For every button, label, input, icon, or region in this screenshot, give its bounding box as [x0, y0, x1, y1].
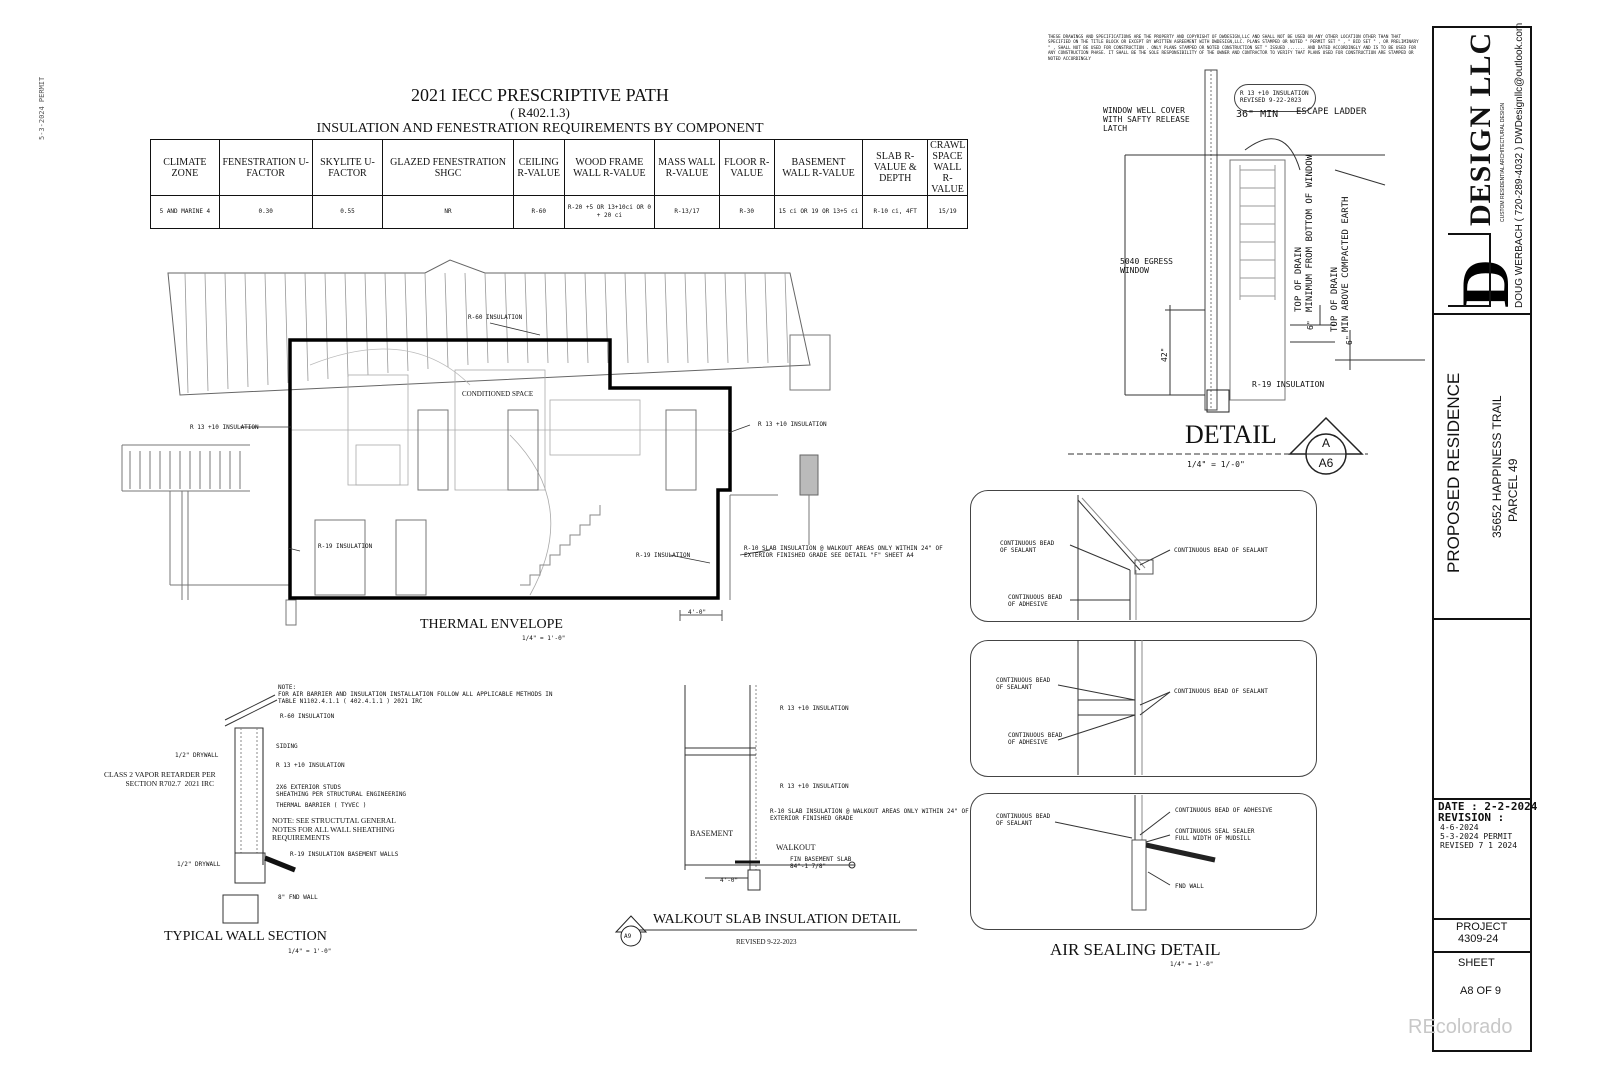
table-cell: 5 AND MARINE 4 — [151, 196, 220, 229]
table-header-cell: MASS WALL R-VALUE — [655, 140, 720, 196]
p2-adhesive: CONTINUOUS BEAD OF ADHESIVE — [1008, 732, 1063, 746]
date-label: DATE : 2-2-2024 — [1438, 800, 1538, 813]
table-header-row — [151, 140, 968, 196]
sheet-number: A8 OF 9 — [1460, 985, 1501, 997]
revision-1: 4-6-2024 — [1440, 823, 1479, 832]
revision-2: 5-3-2024 PERMIT — [1440, 832, 1513, 841]
wall-structural-note: NOTE: SEE STRUCTUTAL GENERAL NOTES FOR ALL WALL SHEATHING REQUIREMENTS — [272, 816, 396, 842]
chimney — [790, 335, 830, 390]
escape-ladder-label: ESCAPE LADDER — [1296, 107, 1367, 117]
thermal-slab-note: R-10 SLAB INSULATION @ WALKOUT AREAS ONLY WITHIN 24" OF EXTERIOR FINISHED GRADE SEE DETAIL "F" SHEET A4 — [744, 545, 943, 559]
p2-sealant-right: CONTINUOUS BEAD OF SEALANT — [1174, 688, 1268, 695]
walkout-r13a: R 13 +10 INSULATION — [780, 705, 849, 712]
table-header-cell: CLIMATE ZONE — [151, 140, 220, 196]
table-cell: 15/19 — [928, 196, 968, 229]
walkout-walkout-label: WALKOUT — [776, 843, 816, 852]
wall-drywall-bottom: 1/2" DRYWALL — [177, 861, 221, 868]
table-cell: R-20 +5 OR 13+10ci OR 0 + 20 ci — [564, 196, 654, 229]
table-cell: R-60 — [513, 196, 564, 229]
table-cell: R-30 — [719, 196, 774, 229]
p3-adhesive-right: CONTINUOUS BEAD OF ADHESIVE — [1175, 807, 1273, 814]
table-cell: NR — [383, 196, 513, 229]
dwdesign-logo — [1440, 230, 1523, 310]
air-sealing-scale: 1/4" = 1'-0" — [1170, 961, 1214, 968]
min-36-label: 36" MIN — [1236, 109, 1279, 120]
table-header-cell: FENESTRATION U-FACTOR — [219, 140, 312, 196]
detail-r19-label: R-19 INSULATION — [1252, 380, 1325, 389]
roof-outline — [168, 260, 810, 395]
p1-sealant-right: CONTINUOUS BEAD OF SEALANT — [1174, 547, 1268, 554]
table-header-cell: WOOD FRAME WALL R-VALUE — [564, 140, 654, 196]
walkout-title: WALKOUT SLAB INSULATION DETAIL — [653, 912, 901, 927]
table-header-cell: CEILING R-VALUE — [513, 140, 564, 196]
window-well-label: WINDOW WELL COVER WITH SAFTY RELEASE LATCH — [1103, 106, 1190, 133]
table-header-cell: BASEMENT WALL R-VALUE — [774, 140, 863, 196]
detail-scale: 1/4" = 1/-0" — [1187, 460, 1245, 469]
sheet-label: SHEET — [1458, 957, 1495, 969]
svg-text:D: D — [1447, 258, 1523, 308]
iecc-title: 2021 IECC PRESCRIPTIVE PATH — [411, 85, 669, 105]
walkout-fin-slab: FIN BASEMENT SLAB 84"-1 7/8" — [790, 856, 852, 870]
project-number: 4309-24 — [1458, 933, 1499, 945]
walkout-bubble-label: A9 — [624, 933, 632, 940]
wall-r19-label: R-19 INSULATION BASEMENT WALLS — [290, 851, 399, 858]
walkout-slab-note: R-10 SLAB INSULATION @ WALKOUT AREAS ONLY WITHIN 24" OF EXTERIOR FINISHED GRADE — [770, 808, 969, 822]
thermal-label-r13-left: R 13 +10 INSULATION — [190, 424, 259, 431]
thermal-envelope-scale: 1/4" = 1'-0" — [522, 635, 566, 642]
wall-section-title: TYPICAL WALL SECTION — [164, 929, 327, 944]
project-label: PROJECT — [1456, 921, 1508, 933]
table-cell: 15 ci OR 19 OR 13+5 ci — [774, 196, 863, 229]
walkout-basement-label: BASEMENT — [690, 829, 734, 838]
wall-thermal-barrier: THERMAL BARRIER ( TYVEC ) — [276, 802, 367, 809]
p2-sealant-left: CONTINUOUS BEAD OF SEALANT — [996, 677, 1051, 691]
egress-window-label: 5040 EGRESS WINDOW — [1120, 257, 1173, 275]
recolorado-watermark: REcolorado — [1408, 1016, 1513, 1038]
air-sealing-title: AIR SEALING DETAIL — [1050, 940, 1221, 959]
revision-label: REVISION : — [1438, 811, 1505, 824]
table-cell: R-10 ci, 4FT — [863, 196, 928, 229]
table-header-cell: SKYLITE U-FACTOR — [312, 140, 383, 196]
p3-sill-sealer: CONTINUOUS SEAL SEALER FULL WIDTH OF MUDSILL — [1175, 828, 1255, 842]
wall-r60-label: R-60 INSULATION — [280, 713, 335, 720]
revision-3: REVISED 7 1 2024 — [1440, 841, 1518, 850]
detail-bubble-bottom: A6 — [1318, 456, 1334, 470]
iecc-reference: ( R402.1.3) — [510, 105, 570, 120]
thermal-label-r60: R-60 INSULATION — [468, 314, 523, 321]
wall-section-scale: 1/4" = 1'-0" — [288, 948, 332, 955]
conditioned-space-label: CONDITIONED SPACE — [462, 390, 534, 398]
deck — [122, 445, 296, 625]
table-cell: R-13/17 — [655, 196, 720, 229]
thermal-dimension: 4'-0" — [688, 609, 707, 616]
iecc-subtitle: INSULATION AND FENESTRATION REQUIREMENTS BY COMPONENT — [316, 121, 764, 136]
stone-column — [800, 455, 818, 495]
iecc-requirements-table — [150, 139, 968, 229]
p1-sealant-left: CONTINUOUS BEAD OF SEALANT — [1000, 540, 1055, 554]
thermal-label-r19-left: R-19 INSULATION — [318, 543, 373, 550]
wall-vapor-label: CLASS 2 VAPOR RETARDER PER SECTION R702.7 2021 IRC — [104, 770, 216, 788]
thermal-envelope-drawing — [110, 255, 850, 640]
thermal-label-r19-right: R-19 INSULATION — [636, 552, 691, 559]
revision-cloud-text: R 13 +10 INSULATION REVISED 9-22-2023 — [1240, 90, 1309, 104]
table-cell: 0.30 — [219, 196, 312, 229]
p1-adhesive: CONTINUOUS BEAD OF ADHESIVE — [1008, 594, 1063, 608]
wall-r13-label: R 13 +10 INSULATION — [276, 762, 345, 769]
table-header-cell: FLOOR R-VALUE — [719, 140, 774, 196]
stairs — [520, 505, 600, 585]
doors — [315, 410, 696, 595]
air-sealing-drawings — [970, 490, 1315, 930]
wall-studs-label: 2X6 EXTERIOR STUDS SHEATHING PER STRUCTURAL ENGINEERING — [276, 784, 407, 798]
roof-seams — [185, 273, 788, 393]
thermal-envelope-title: THERMAL ENVELOPE — [420, 617, 563, 632]
table-cell: 0.55 — [312, 196, 383, 229]
walkout-revised: REVISED 9-22-2023 — [736, 938, 797, 946]
table-header-cell: SLAB R-VALUE & DEPTH — [863, 140, 928, 196]
wall-drywall-top: 1/2" DRYWALL — [175, 752, 219, 759]
thermal-label-r13-right: R 13 +10 INSULATION — [758, 421, 827, 428]
detail-bubble-top: A — [1321, 436, 1330, 450]
p3-sealant-left: CONTINUOUS BEAD OF SEALANT — [996, 813, 1051, 827]
wall-siding-label: SIDING — [276, 743, 298, 750]
p3-fnd-wall: FND WALL — [1175, 883, 1204, 890]
wall-note: NOTE: FOR AIR BARRIER AND INSULATION INSTALLATION FOLLOW ALL APPLICABLE METHODS IN TABLE N1102.4.1.1 ( 402.4.1.1 ) 2021 IRC — [278, 684, 553, 705]
walkout-r13b: R 13 +10 INSULATION — [780, 783, 849, 790]
table-row — [151, 196, 968, 229]
disclaimer-text: THESE DRAWINGS AND SPECIFICATIONS ARE THE PROPERTY AND COPYRIGHT OF DWDESIGN,LLC AND SHALL NOT BE USED ON ANY OTHER LOCATION OTHER THAN THAT SPECIFIED ON THE TITLE BLOCK OR EXCEPT BY WRITTEN AGREEMENT WITH DWDESIGN,LLC. PLANS STAMPED OR NOTED " PERMIT SET " , " BID SET " , OR PRELIMINARY " , SHALL NOT BE USED FOR CONSTRUCTION . ONLY PLANS STAMPED OR NOTED CONSTRUCTION SET " ISSUED ....... AND DATED ACCORDINGLY AND IS TO BE USED FOR ANY CONSTRUCTION PHASE. IT SHALL BE THE SOLE RESPONSIBILITY OF THE OWNER AND CONTRACTOR TO VERIFY THAT PLANS USED FOR CONSTRUCTION ARE STAMPED OR NOTED ACCORDINGLY — [1048, 34, 1419, 61]
detail-title: DETAIL — [1185, 420, 1277, 449]
wall-fnd-label: 8" FND WALL — [278, 894, 318, 901]
table-header-cell: CRAWL SPACE WALL R-VALUE — [928, 140, 968, 196]
table-header-cell: GLAZED FENESTRATION SHGC — [383, 140, 513, 196]
walkout-dimension: 4'-0" — [720, 877, 739, 884]
